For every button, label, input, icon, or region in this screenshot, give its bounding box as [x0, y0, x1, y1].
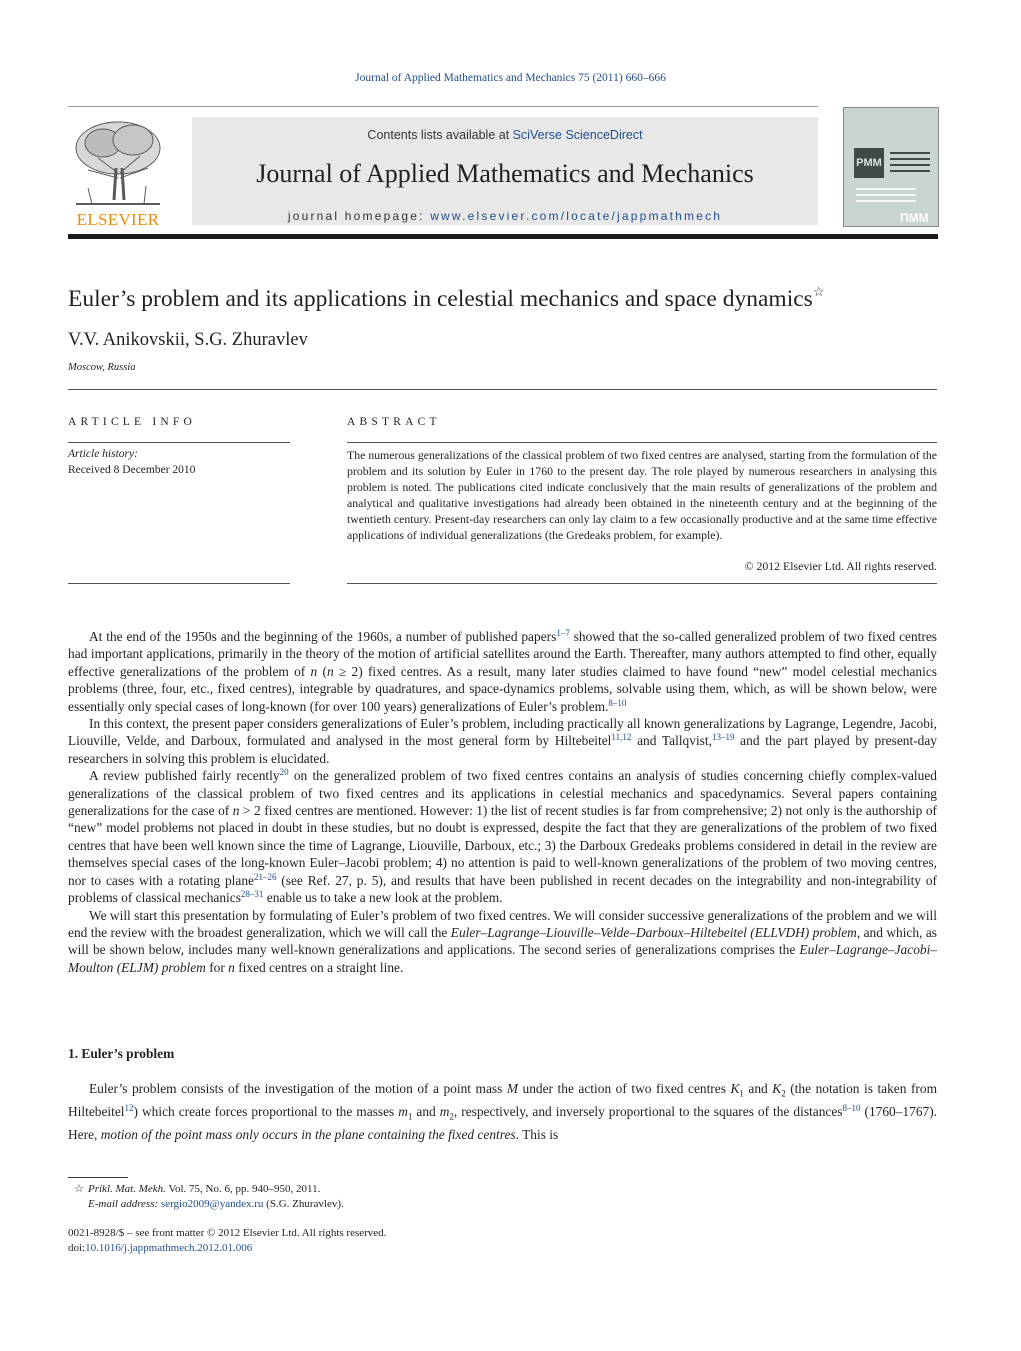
abstract-text: The numerous generalizations of the classical problem of two fixed centres are analysed, starting from the formulation of the problem and its solution by Euler in 1760 to the present day. The role played by numerous researchers in analysing this problem is noted. The publications cited indicate conclusively that the main results of generalizations of the problem and analytical and qualitative investigations had already been obtained in the nineteenth century and at the beginning of the twentieth century. Present-day researchers can only lay claim to a few occasionally productive and at the same time effective applications of individual generalizations (the Gredeaks problem, for example).: [347, 448, 937, 543]
masthead-bottom-bar: [68, 234, 938, 239]
abstract-copyright: © 2012 Elsevier Ltd. All rights reserved.: [744, 559, 937, 573]
author-email-link[interactable]: sergio2009@yandex.ru: [160, 1198, 264, 1210]
section-heading-1: 1. Euler’s problem: [68, 1046, 175, 1061]
contents-prefix: Contents lists available at: [367, 128, 513, 142]
issn-doi-block: [68, 1226, 386, 1256]
paragraph-4: We will start this presentation by formulating of Euler’s problem of two fixed centres. We will consider successive generalizations of the problem and we will end the review with the broadest generalization, which we will call the Euler–Lagrange–Liouville–Velde–Darboux–Hiltebeitel (ELLVDH) problem, and which, as will be shown below, includes many well-known generalizations and applications. The second series of generalizations comprises the Euler–Lagrange–Jacobi–Moulton (ELJM) problem for n fixed centres on a straight line.: [68, 907, 937, 975]
sciencedirect-link[interactable]: SciVerse ScienceDirect: [512, 128, 643, 142]
masthead-top-rule: [68, 106, 818, 107]
article-title: [68, 286, 824, 313]
article-info-rule: [68, 442, 290, 443]
doi-link[interactable]: 10.1016/j.jappmathmech.2012.01.006: [85, 1242, 253, 1254]
citation-link[interactable]: 8–10: [608, 697, 627, 708]
article-title-text: Euler’s problem and its applications in celestial mechanics and space dynamics: [68, 286, 813, 312]
received-date: Received 8 December 2010: [68, 464, 196, 476]
cover-subtitle-lines: [856, 188, 916, 206]
citation-link[interactable]: 11,12: [611, 732, 632, 743]
journal-masthead: [68, 106, 938, 239]
paragraph-2: In this context, the present paper considers generalizations of Euler’s problem, including practically all known generalizations by Lagrange, Legendre, Jacobi, Liouville, Velde, and Darboux, formulated and analysed in the most general form by Hiltebeitel$^{11,12}$ and Tallqvist,$^{13-19}$ and the part played by present-day researchers in solving this problem is elucidated.: [68, 716, 937, 766]
citation-link[interactable]: 28–31: [240, 889, 264, 900]
cover-abbrev: PMM: [854, 148, 884, 178]
elsevier-tree-logo-icon: [68, 118, 168, 228]
masthead-title-panel: [192, 117, 818, 225]
paragraph-3: A review published fairly recently$^{20}$ on the generalized problem of two fixed centres contains an analysis of studies concerning chiefly complex-valued generalizations of the classical problem of two fixed centres and its applications in celestial mechanics and spacedynamics. Several papers containing generalizations for the case of n > 2 fixed centres are mentioned. However: 1) the list of recent studies is far from comprehensive; 2) not only is the authorship of “new” model problems not placed in doubt in these studies, but no doubt is expressed, despite the fact that they are generalizations of the problem of two fixed centres that have been well known since the time of Lagrange, Liouville, Darboux, etc.; 3) the Darboux Gredeaks problems considered in detail in the review are themselves special cases of the long-known Euler–Jacobi problem; 4) no attention is paid to well-known generalizations of the problem of two moving centres, nor to cases with a rotating plane$^{21-26}$ (see Ref. 27, p. 5), and results that have been published in recent decades on the integrability and non-integrability of problems of classical mechanics$^{28-31}$ enable us to take a new look at the problem.: [68, 767, 937, 906]
journal-title: Journal of Applied Mathematics and Mechanics: [256, 159, 754, 188]
abstract-rule: [347, 442, 937, 443]
article-info-bottom-rule: [68, 583, 290, 584]
article-history: [68, 446, 195, 478]
issn-line: 0021-8928/$ – see front matter © 2012 Elsevier Ltd. All rights reserved.: [68, 1227, 387, 1239]
journal-cover-thumbnail[interactable]: [843, 107, 939, 227]
introduction-body: [68, 628, 937, 976]
footnote-1: ☆ Prikl. Mat. Mekh. Vol. 75, No. 6, pp. 940–950, 2011.: [74, 1183, 321, 1195]
citation-link[interactable]: 1–7: [556, 628, 570, 638]
citation-link[interactable]: 20: [279, 767, 289, 778]
footnote-rule: [68, 1177, 128, 1178]
elsevier-wordmark: ELSEVIER: [76, 210, 160, 229]
cover-title-lines: [890, 152, 930, 176]
footnotes: [68, 1182, 344, 1212]
authors: V.V. Anikovskii, S.G. Zhuravlev: [68, 330, 308, 350]
citation-link[interactable]: 21–26: [253, 871, 277, 882]
section-1-body: [68, 1080, 937, 1144]
journal-reference-link[interactable]: Journal of Applied Mathematics and Mechanics 75 (2011) 660–666: [355, 72, 666, 84]
doi-line: doi:10.1016/j.jappmathmech.2012.01.006: [68, 1242, 253, 1254]
header-divider: [68, 389, 937, 390]
title-footnote-star-icon[interactable]: ☆: [812, 284, 825, 299]
homepage-line: [192, 209, 818, 223]
homepage-prefix: journal homepage:: [287, 209, 431, 223]
paragraph-5: Euler’s problem consists of the investigation of the motion of a point mass M under the action of two fixed centres $K_1$ and $K_2$ (the notation is taken from Hiltebeitel$^{12}$) which create forces proportional to the masses $m_1$ and $m_2$, respectively, and inversely proportional to the squares of the distances$^{8-10}$ (1760–1767). Here, motion of the point mass only occurs in the plane containing the fixed centres. This is: [68, 1081, 938, 1143]
contents-line: [192, 128, 818, 142]
article-info-heading: ARTICLE INFO: [68, 416, 196, 428]
journal-homepage-link[interactable]: www.elsevier.com/locate/jappmathmech: [430, 209, 723, 223]
paragraph-1: At the end of the 1950s and the beginning of the 1960s, a number of published papers$^{1-7}$ showed that the so-called generalized problem of two fixed centres had important applications, primarily in the theory of the motion of artificial satellites around the Earth. Thereafter, many authors attempted to find other, equally effective generalizations of the problem of n (n ≥ 2) fixed centres. As a result, many later studies claimed to have found “new” model celestial mechanics problems (three, four, etc., fixed centres), integrable by quadratures, and space-dynamics problems, solvable using them, which, as will be shown below, were essentially only special cases of long-known (for over 100 years) generalizations of Euler’s problem.$^{8-10}$: [68, 628, 938, 714]
citation-link[interactable]: 8–10: [842, 1103, 861, 1114]
abstract-bottom-rule: [347, 583, 937, 584]
footnote-2: E-mail address: sergio2009@yandex.ru (S.G. Zhuravlev).: [88, 1198, 344, 1210]
affiliation: Moscow, Russia: [68, 362, 136, 373]
abstract-heading: ABSTRACT: [347, 416, 441, 428]
history-label: Article history:: [68, 448, 138, 460]
citation-link[interactable]: 12: [124, 1103, 134, 1114]
citation-link[interactable]: 13–19: [711, 732, 735, 743]
cover-bottom-label: ПММ: [900, 211, 929, 225]
footnote-star-icon: ☆: [74, 1183, 84, 1195]
